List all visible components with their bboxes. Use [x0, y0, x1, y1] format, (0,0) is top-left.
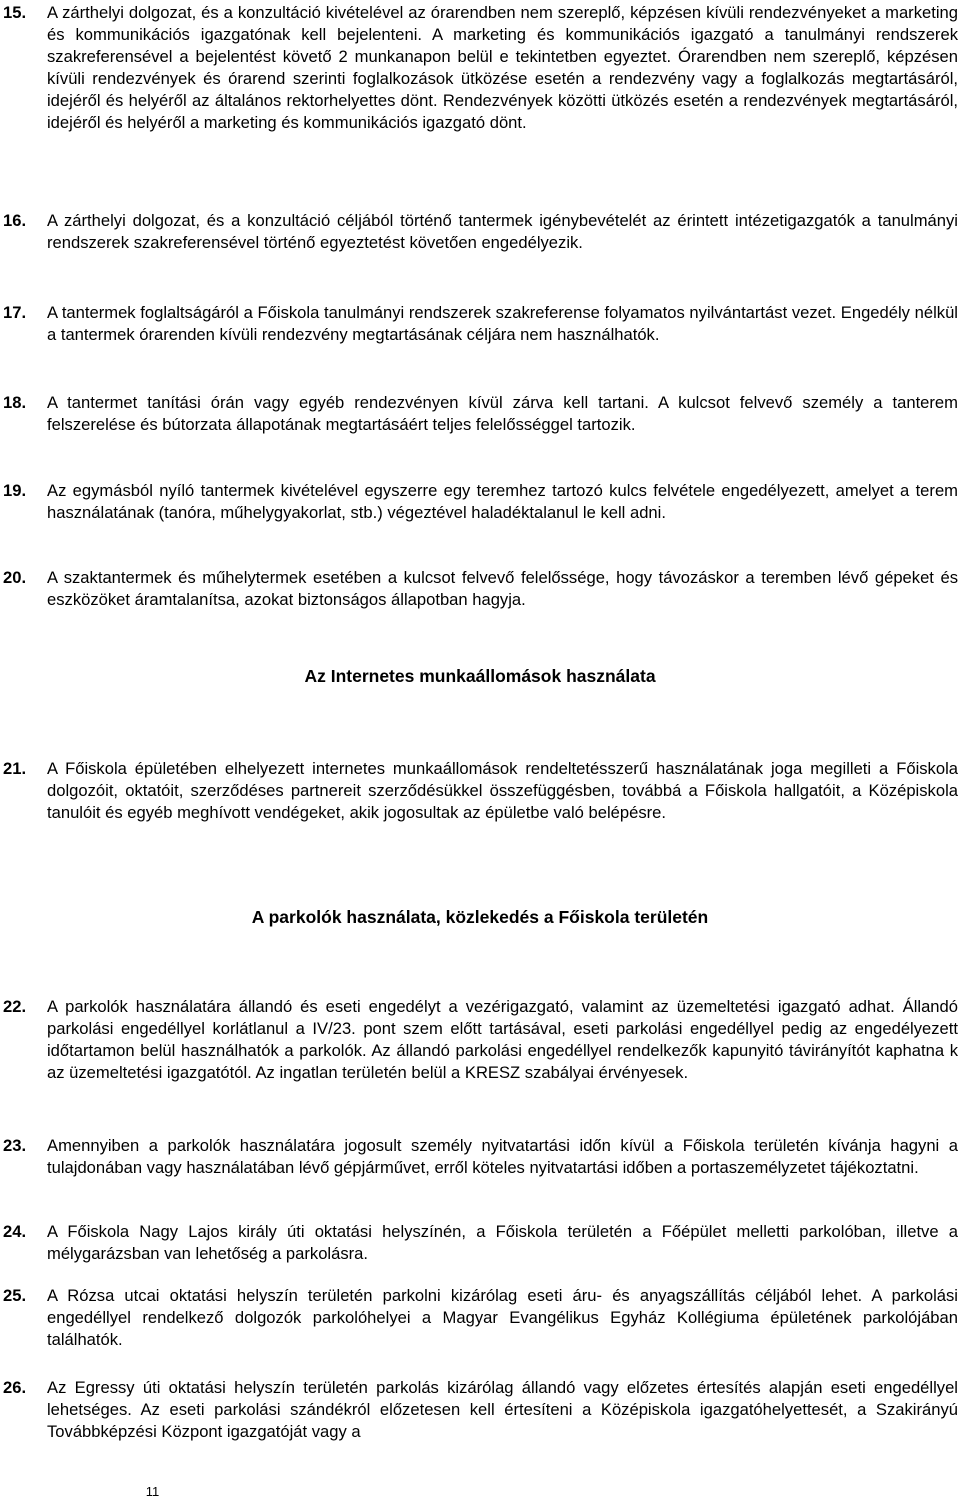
list-item	[0, 567, 958, 611]
item-text: A parkolók használatára állandó és eseti engedélyt a vezérigazgató, valamint az üzemeltetési igazgató adhat. Állandó parkolási engedéllyel korlátlanul a IV/23. pont szem előtt tartásával, eseti parkolási engedéllyel pedig az engedélyezett időtartamon belül használhatók a parkolók. Az állandó parkolási engedéllyel rendelkezők kapunyitó távirányítót kaphatna k az üzemeltetési igazgatótól. Az ingatlan területén belül a KRESZ szabályai érvényesek.	[47, 997, 958, 1082]
item-number: 19.	[3, 481, 27, 500]
item-number: 15.	[3, 3, 27, 22]
item-number: 18.	[3, 393, 27, 412]
item-text: A zárthelyi dolgozat, és a konzultáció kivételével az órarendben nem szereplő, képzésen kívüli rendezvényeket a marketing és kommunikációs igazgatónak kell bejelenteni. A marketing és kommunikációs igazgató a tanulmányi rendszerek szakreferensével a bejelentést követő 2 munkanapon belül e tekintetben egyeztet. Órarendben nem szereplő, képzésen kívüli rendezvények és órarend szerinti foglalkozások ütközése esetén a rendezvény vagy a foglalkozás megtartásáról, idejéről és helyéről az általános rektorhelyettes dönt. Rendezvények közötti ütközés esetén a rendezvények megtartásáról, idejéről és helyéről a marketing és kommunikációs igazgató dönt.	[47, 3, 958, 132]
item-number: 24.	[3, 1222, 27, 1241]
item-text: A Rózsa utcai oktatási helyszín területén parkolni kizárólag eseti áru- és anyagszállítás céljából lehet. A parkolási engedéllyel rendelkező dolgozók parkolóhelyei a Magyar Evangélikus Egyház Kollégiuma épületének parkolójában találhatók.	[47, 1286, 958, 1349]
item-number: 17.	[3, 303, 27, 322]
item-text: Amennyiben a parkolók használatára jogosult személy nyitvatartási időn kívül a Főiskola területén kívánja hagyni a tulajdonában vagy használatában lévő gépjárművet, erről köteles nyitvatartási időben a portaszemélyzetet tájékoztatni.	[47, 1136, 958, 1177]
item-number: 23.	[3, 1136, 27, 1155]
list-item	[0, 480, 958, 524]
item-text: A szaktantermek és műhelytermek esetében a kulcsot felvevő felelőssége, hogy távozáskor a teremben lévő gépeket és eszközöket áramtalanítsa, azokat biztonságos állapotban hagyja.	[47, 568, 958, 609]
list-item	[0, 302, 958, 346]
list-item	[0, 758, 958, 824]
item-text: Az egymásból nyíló tantermek kivételével egyszerre egy teremhez tartozó kulcs felvétele engedélyezett, amelyet a terem használatának (tanóra, műhelygyakorlat, stb.) végeztével haladéktalanul le kell adni.	[47, 481, 958, 522]
list-item	[0, 392, 958, 436]
item-text: A tantermek foglaltságáról a Főiskola tanulmányi rendszerek szakreferense folyamatos nyilvántartást vezet. Engedély nélkül a tantermek órarenden kívüli rendezvény megtartásának céljára nem használhatók.	[47, 303, 958, 344]
list-item	[0, 996, 958, 1084]
item-number: 20.	[3, 568, 27, 587]
list-item	[0, 210, 958, 254]
list-item	[0, 2, 958, 134]
item-text: Az Egressy úti oktatási helyszín területén parkolás kizárólag állandó vagy előzetes értesítés alapján eseti engedéllyel lehetséges. Az eseti parkolási szándékról előzetesen kell értesíteni a Középiskola igazgatóhelyettesét, a Szakirányú Továbbképzési Központ igazgatóját vagy a	[47, 1378, 958, 1441]
section-heading-internet: Az Internetes munkaállomások használata	[304, 666, 656, 686]
list-item	[0, 1377, 958, 1443]
item-number: 16.	[3, 211, 27, 230]
item-text: A zárthelyi dolgozat, és a konzultáció céljából történő tantermek igénybevételét az érintett intézetigazgatók a tanulmányi rendszerek szakreferensével történő egyeztetést követően engedélyezik.	[47, 211, 958, 252]
page-number: 11	[145, 1484, 160, 1499]
list-item	[0, 1135, 958, 1179]
item-text: A Főiskola Nagy Lajos király úti oktatási helyszínén, a Főiskola területén a Főépület melletti parkolóban, illetve a mélygarázsban van lehetőség a parkolásra.	[47, 1222, 958, 1263]
item-number: 26.	[3, 1378, 27, 1397]
section-heading-parking: A parkolók használata, közlekedés a Főiskola területén	[251, 907, 709, 927]
item-number: 22.	[3, 997, 27, 1016]
item-number: 21.	[3, 759, 27, 778]
item-text: A Főiskola épületében elhelyezett internetes munkaállomások rendeltetésszerű használatának joga megilleti a Főiskola dolgozóit, oktatóit, szerződéses partnereit szerződésükkel összefüggésben, továbbá a Főiskola hallgatóit, a Középiskola tanulóit és egyéb meghívott vendégeket, akik jogosultak az épületbe való belépésre.	[47, 759, 958, 822]
list-item	[0, 1221, 958, 1265]
item-number: 25.	[3, 1286, 27, 1305]
list-item	[0, 1285, 958, 1351]
item-text: A tantermet tanítási órán vagy egyéb rendezvényen kívül zárva kell tartani. A kulcsot felvevő személy a tanterem felszerelése és bútorzata állapotának megtartásáért teljes felelősséggel tartozik.	[47, 393, 958, 434]
